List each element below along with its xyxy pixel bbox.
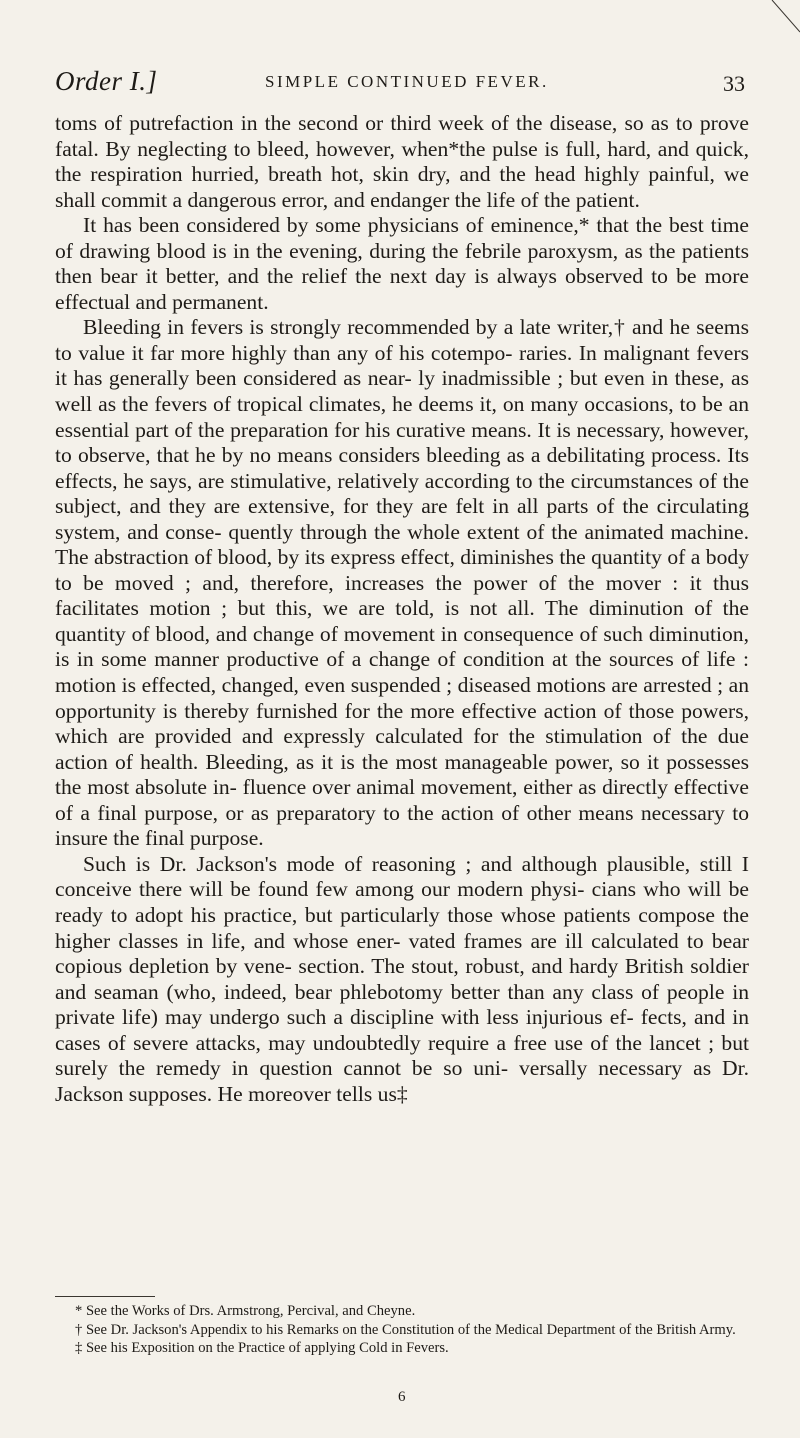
main-text [55, 111, 749, 1107]
page-number: 33 [723, 71, 745, 96]
footnote-divider [55, 1296, 155, 1297]
footnotes [55, 1302, 749, 1358]
paragraph: It has been considered by some physicians of eminence,* that the best time of drawing blood is in the evening, during the febrile paroxysm, as the patients then bear it better, and the relief the next day is always observed to be more effectual and permanent. [55, 213, 749, 314]
section-label: Order I.] [55, 66, 158, 96]
footnote: † See Dr. Jackson's Appendix to his Remarks on the Constitution of the Medical Department of the British Army. [75, 1321, 736, 1338]
footnote: * See the Works of Drs. Armstrong, Percival, and Cheyne. [75, 1303, 416, 1319]
paragraph: Bleeding in fevers is strongly recommended by a late writer,† and he seems to value it far more highly than any of his cotempo- raries. In malignant fevers it has generally been considered as near- ly inadmissible ; but even in these, as well as the fevers of tropical climates, he deems it, on many occasions, to be an essential part of the preparation for his curative means. It is necessary, however, to observe, that he by no means considers bleeding as a debilitating process. Its effects, he says, are stimulative, relatively according to the circumstances of the subject, and they are extensive, for they are felt in all parts of the circulating system, and conse- quently through the whole extent of the animated machine. The abstraction of blood, by its express effect, diminishes the quantity of a body to be moved ; and, therefore, increases the power of the mover : it thus facilitates motion ; but this, we are told, is not all. The diminution of the quantity of blood, and change of movement in consequence of such diminution, is in some manner productive of a change of condition at the sources of life : motion is effected, changed, even suspended ; diseased motions are arrested ; an opportunity is thereby furnished for the more effective action of those powers, which are provided and expressly calculated for the stimulation of the due action of health. Bleeding, as it is the most manageable power, so it possesses the most absolute in- fluence over animal movement, either as directly effective of a final purpose, or as preparatory to the action of other means necessary to insure the final purpose. [55, 315, 749, 851]
paragraph: Such is Dr. Jackson's mode of reasoning ; and although plausible, still I conceive there will be found few among our modern physi- cians who will be ready to adopt his practice, but particularly those whose patients compose the higher classes in life, and whose ener- vated frames are ill calculated to bear copious depletion by vene- section. The stout, robust, and hardy British soldier and seaman (who, indeed, bear phlebotomy better than any class of people in private life) may undergo such a discipline with less injurious ef- fects, and in cases of severe attacks, may undoubtedly require a free use of the lancet ; but surely the remedy in question cannot be so uni- versally necessary as Dr. Jackson supposes. He moreover tells us‡ [55, 851, 749, 1106]
running-title: SIMPLE CONTINUED FEVER. [265, 72, 549, 91]
paragraph: toms of putrefaction in the second or third week of the disease, so as to prove fatal. By neglecting to bleed, however, when*the pulse is full, hard, and quick, the respiration hurried, breath hot, skin dry, and the head highly painful, we shall commit a dangerous error, and endanger the life of the patient. [55, 111, 749, 212]
page-corner-mark [770, 0, 800, 34]
running-header [55, 66, 745, 102]
footnote: ‡ See his Exposition on the Practice of applying Cold in Fevers. [75, 1340, 449, 1356]
signature-mark: 6 [398, 1389, 406, 1405]
